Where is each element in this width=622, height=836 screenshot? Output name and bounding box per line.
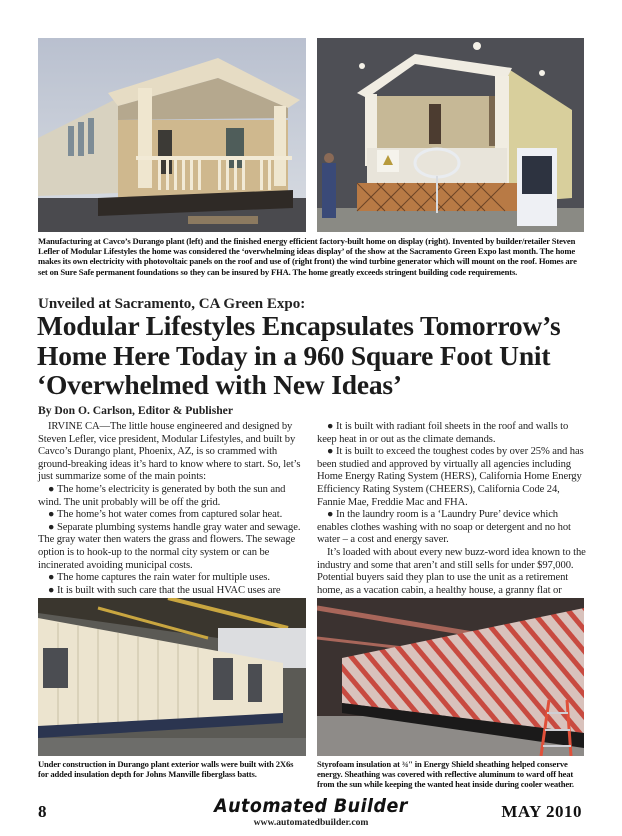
bottom-left-photo-caption: Under construction in Durango plant exterior walls were built with 2X6s for added insulation depth for Johns Manville fiberglass batts. [38, 759, 294, 780]
photo-house-under-construction [38, 38, 306, 232]
article-byline: By Don O. Carlson, Editor & Publisher [38, 404, 233, 417]
bullet-icon: ● [48, 521, 55, 533]
article-intro-paragraph: IRVINE CA—The little house engineered and designed by Steven Lefler, vice president, Modular Lifestyles, and built by Cavco’s Durango plant, Phoenix, AZ, is so crammed with ground-breaking ideas it’s hard to know where to start. So, let’s just summarize some of the main points: [38, 421, 301, 483]
magazine-logo: Automated Builder [214, 795, 408, 817]
bullet-icon: ● [48, 483, 55, 495]
article-kicker: Unveiled at Sacramento, CA Green Expo: [38, 296, 306, 312]
bullet-icon: ● [48, 572, 55, 584]
top-photo-caption: Manufacturing at Cavco’s Durango plant (left) and the finished energy efficient factory-built home on display (right). Invented by builder/retailer Steven Lefler of Modular Lifestyles the home was considered the ‘overwhelming ideas display’ of the show at the Sacramento Green Expo last month. The home makes its own electricity with photovoltaic panels on the roof and use of (right front) the wind turbine generator which will mount on the roof. Homes are set on Sure Safe permanent foundations so they can be insured by FHA. The home greatly exceeds stringent building code requirements. [38, 236, 577, 277]
list-item-text: The home captures the rain water for multiple uses. [57, 572, 270, 584]
bullet-icon: ● [48, 584, 55, 596]
list-item [317, 446, 587, 509]
magazine-url[interactable]: www.automatedbuilder.com [253, 817, 369, 828]
article-left-column [38, 421, 306, 610]
photo-image-icon [38, 598, 306, 756]
bullet-icon: ● [327, 446, 334, 458]
bullet-icon: ● [327, 421, 334, 432]
bottom-right-photo-caption: Styrofoam insulation at ¾" in Energy Shield sheathing helped conserve energy. Sheathing was covered with reflective aluminum to ward off heat from the sun while keeping the wanted heat inside during cooler weather. [317, 759, 574, 790]
list-item [38, 522, 306, 572]
photo-energy-shield-sheathing [317, 598, 584, 756]
photo-exterior-walls [38, 598, 306, 756]
article-right-column [317, 421, 587, 610]
issue-date: MAY 2010 [501, 802, 582, 821]
article-closing-paragraph: It’s loaded with about every new buzz-word idea known to the industry and some that aren’t and still sells for under $97,000. Potential buyers said they plan to use the unit as a retirement home, as a vacation cabin, a healthy house, a granny flat or [317, 546, 586, 596]
bullet-icon: ● [48, 509, 55, 521]
list-item-text: It is built with radiant foil sheets in the roof and walls to keep heat in or out as the climate demands. [317, 421, 569, 445]
list-item-text: In the laundry room is a ‘Laundry Pure’ device which enables clothes washing with no soap or detergent and no hot water – a cost and energy saver. [317, 509, 571, 546]
photo-image-icon [317, 38, 584, 232]
list-item [38, 484, 306, 509]
bullet-icon: ● [327, 509, 334, 521]
list-item-text: The home’s electricity is generated by both the sun and wind. The unit probably will be off the grid. [38, 483, 286, 508]
page-number: 8 [38, 802, 47, 821]
list-item-text: Separate plumbing systems handle gray water and sewage. The gray water then waters the grass and flowers. The sewage option is to hook-up to the normal city system or can be incinerated avoiding municipal costs. [38, 521, 301, 571]
article-headline: Modular Lifestyles Encapsulates Tomorrow’s Home Here Today in a 960 Square Foot Unit ‘Overwhelmed with New Ideas’ [37, 310, 561, 400]
list-item-text: It is built to exceed the toughest codes by over 25% and has been studied and approved by virtually all agencies including Home Energy Rating System (HERS), California Home Energy Efficiency Rating System (CHEERS), California Code 24, Fannie Mae, Freddie Mac and FHA. [317, 446, 584, 508]
list-item-text: The home’s hot water comes from captured solar heat. [57, 509, 283, 521]
list-item [38, 509, 306, 522]
photo-image-icon [38, 38, 306, 232]
list-item [38, 572, 306, 585]
photo-house-on-display [317, 38, 584, 232]
list-item-text: It is built with such care that the usual HVAC uses are [57, 584, 281, 596]
photo-image-icon [317, 598, 584, 756]
list-item [317, 509, 587, 547]
list-item [317, 421, 587, 446]
